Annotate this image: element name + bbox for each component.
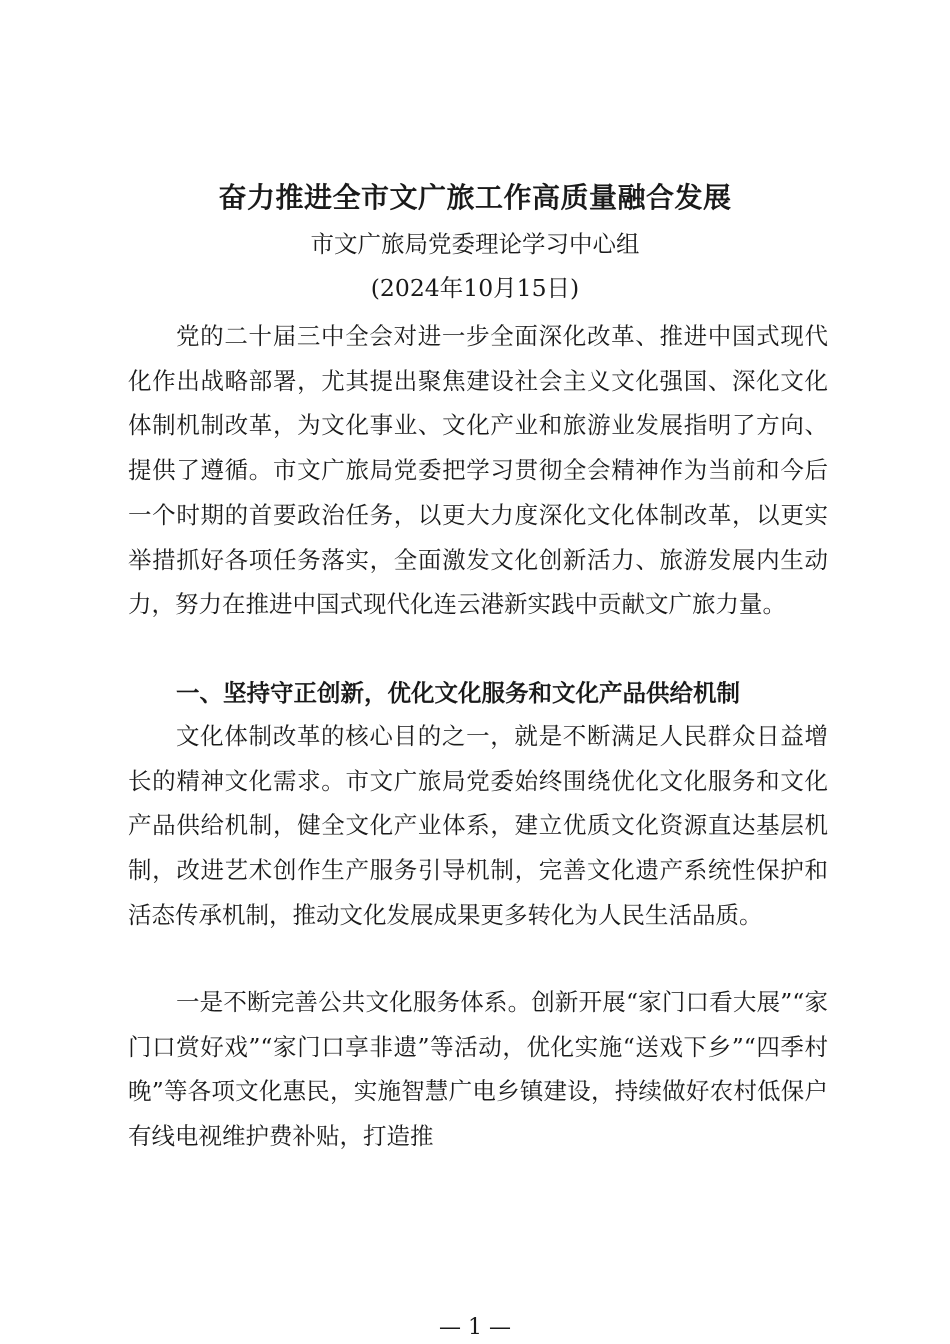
intro-paragraph: 党的二十届三中全会对进一步全面深化改革、推进中国式现代化作出战略部署，尤其提出聚焦建设社会主义文化强国、深化文化体制机制改革，为文化事业、文化产业和旅游业发展指明了方向、提供了遵循。市文广旅局党委把学习贯彻全会精神作为当前和今后一个时期的首要政治任务，以更大力度深化文化体制改革，以更实举措抓好各项任务落实，全面激发文化创新活力、旅游发展内生动力，努力在推进中国式现代化连云港新实践中贡献文广旅力量。 — [128, 322, 828, 619]
page-number: — 1 — — [439, 1315, 511, 1340]
section-point-paragraph: 一是不断完善公共文化服务体系。创新开展“家门口看大展”“家门口赏好戏”“家门口享非遗”等活动，优化实施“送戏下乡”“四季村晚”等各项文化惠民，实施智慧广电乡镇建设，持续做好农村低保户有线电视维护费补贴，打造推 — [128, 988, 828, 1151]
document-author: 市文广旅局党委理论学习中心组 — [310, 230, 640, 258]
section-paragraph: 文化体制改革的核心目的之一，就是不断满足人民群众日益增长的精神文化需求。市文广旅局党委始终围绕优化文化服务和文化产品供给机制，健全文化产业体系，建立优质文化资源直达基层机制，改进艺术创作生产服务引导机制，完善文化遗产系统性保护和活态传承机制，推动文化发展成果更多转化为人民生活品质。 — [128, 722, 828, 929]
document-date: (2024年10月15日) — [370, 274, 580, 302]
document-title: 奋力推进全市文广旅工作高质量融合发展 — [218, 181, 732, 214]
section-heading: 一、坚持守正创新，优化文化服务和文化产品供给机制 — [176, 679, 740, 707]
